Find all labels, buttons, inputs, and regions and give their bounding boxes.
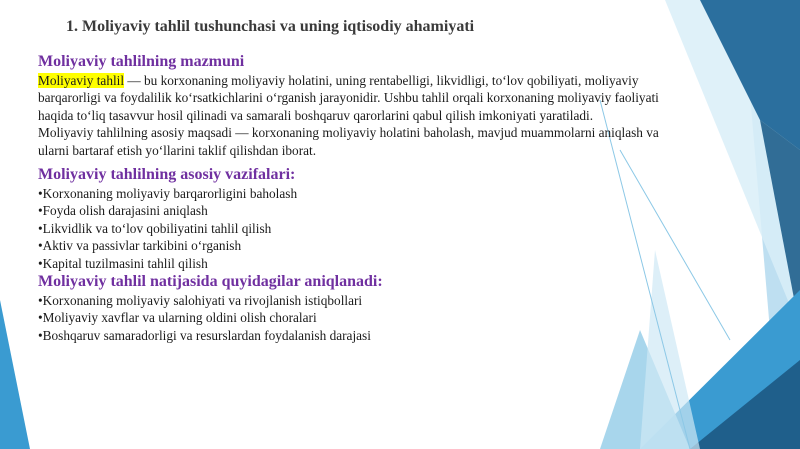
definition-paragraph [38, 72, 668, 124]
list-item: •Korxonaning moliyaviy salohiyati va rivojlanish istiqbollari [38, 293, 363, 309]
section1-heading: Moliyaviy tahlilning mazmuni [38, 53, 245, 70]
list-item: •Kapital tuzilmasini tahlil qilish [38, 255, 208, 271]
list-item: •Moliyaviy xavflar va ularning oldini olish choralari [38, 310, 317, 326]
list-item: •Foyda olish darajasini aniqlash [38, 203, 208, 219]
section2-heading: Moliyaviy tahlilning asosiy vazifalari: [38, 166, 296, 184]
definition-text: — bu korxonaning moliyaviy holatini, uning rentabelligi, likvidligi, to‘lov qobiliyati, moliyaviy barqarorligi va foydalilik ko‘rsatkichlarini o‘rganish jarayonidir. Ushbu tahlil orqali korxonaning moliyaviy faoliyati haqida to‘liq tasavvur hosil qilinadi va samarali boshqaruv qarorlarini qabul qilish imkoniyati yaratiladi. [38, 73, 659, 123]
slide-title: 1. Moliyaviy tahlil tushunchasi va uning iqtisodiy ahamiyati [66, 18, 475, 35]
section3-heading: Moliyaviy tahlil natijasida quyidagilar aniqlanadi: [38, 273, 383, 291]
list-item: •Likvidlik va to‘lov qobiliyatini tahlil qilish [38, 220, 272, 236]
slide-content [38, 52, 668, 344]
tasks-list [38, 185, 668, 272]
list-item: •Korxonaning moliyaviy barqarorligini baholash [38, 186, 298, 202]
purpose-paragraph: Moliyaviy tahlilning asosiy maqsadi — korxonaning moliyaviy holatini baholash, mavjud muammolarni aniqlash va ularni bartaraf etish yo‘llarini taklif qilishdan iborat. [38, 125, 659, 158]
list-item: •Aktiv va passivlar tarkibini o‘rganish [38, 238, 242, 254]
results-list [38, 292, 668, 344]
highlighted-term: Moliyaviy tahlil [38, 73, 125, 88]
list-item: •Boshqaruv samaradorligi va resurslardan foydalanish darajasi [38, 327, 371, 343]
